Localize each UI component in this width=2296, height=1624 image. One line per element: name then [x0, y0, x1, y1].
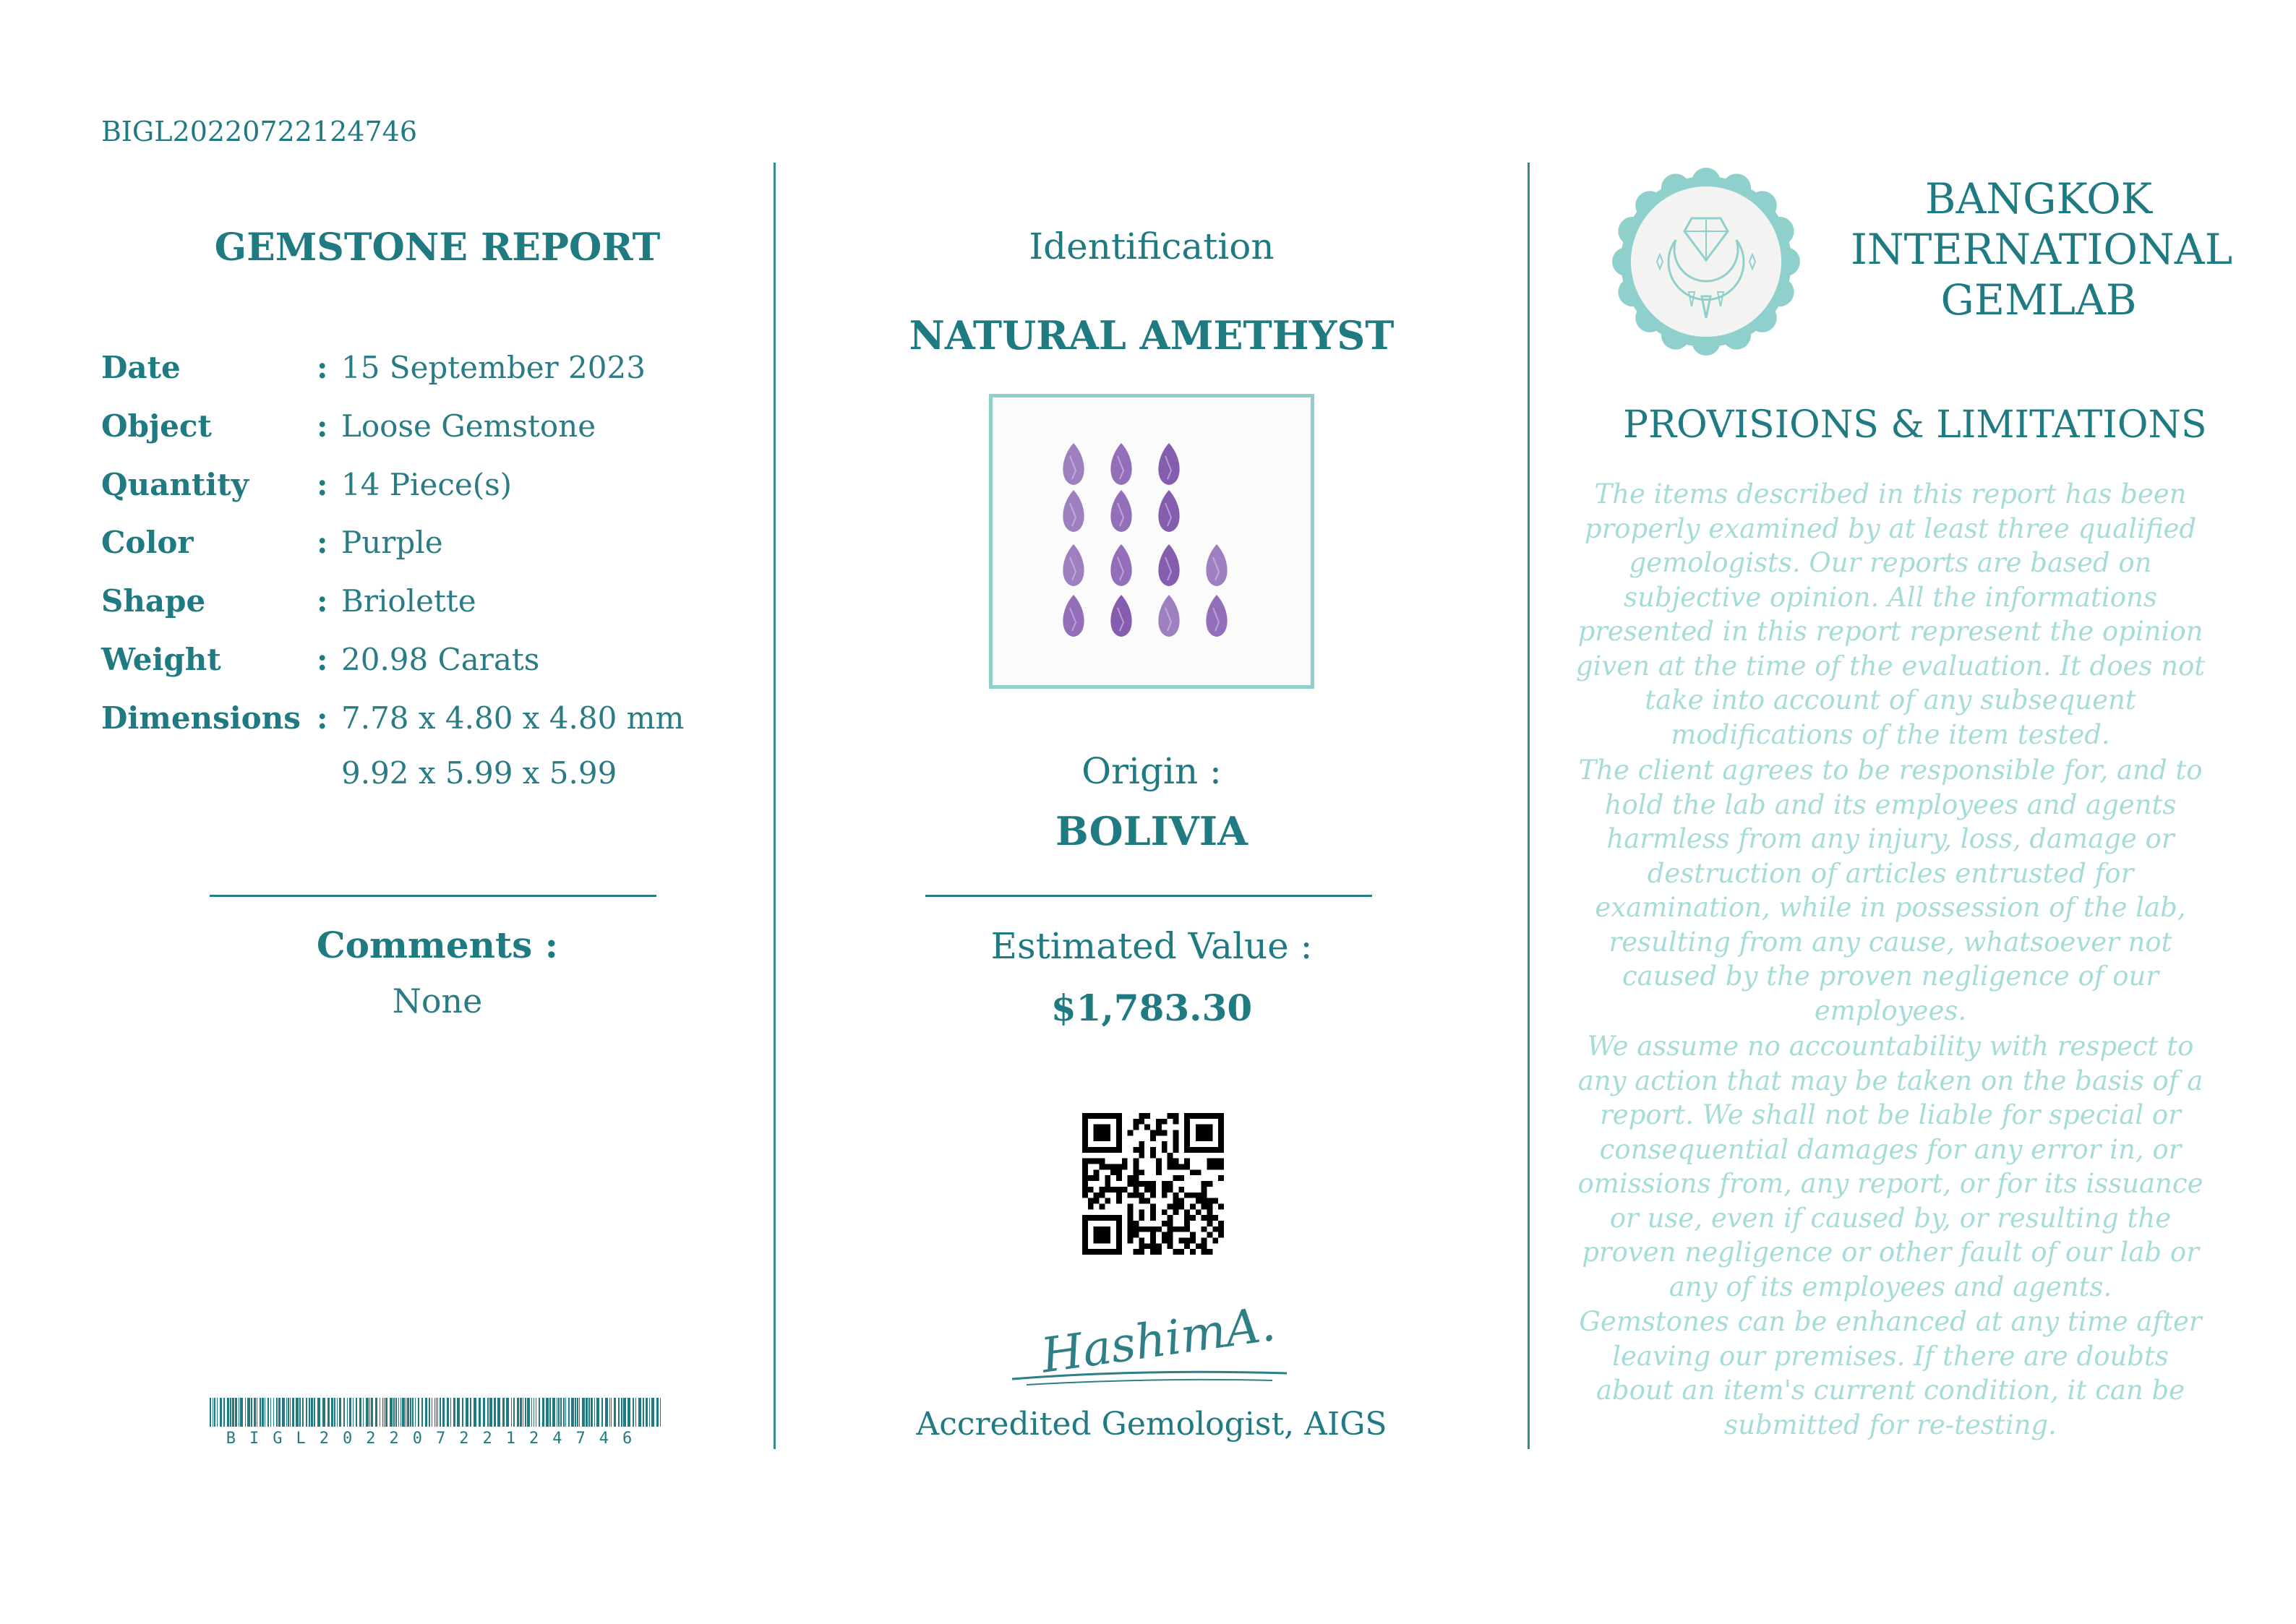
- provisions-paragraph: The client agrees to be responsible for, and to hold the lab and its employees and agents harmless from any injury, loss, damage or destruction of articles entrusted for examination, while in possession of the lab, resulting from any cause, whatsoever not caused by the proven negligence of our employees.: [1578, 755, 2203, 1026]
- detail-row-color: [101, 520, 443, 564]
- detail-value: Loose Gemstone: [341, 408, 596, 444]
- gemstone-image: [993, 398, 1311, 685]
- lab-name-line: INTERNATIONAL: [1851, 225, 2233, 274]
- origin-label: Origin :: [1081, 750, 1222, 792]
- lab-seal-logo: [1612, 168, 1800, 356]
- provisions-paragraph: We assume no accountability with respect to any action that may be taken on the basis of a report. We shall not be liable for special or consequential damages for any error in, or omissions from, any report, or for its issuance or use, even if caused by, or resulting the proven negligence or other fault of our lab or any of its employees and agents.: [1577, 1031, 2203, 1302]
- detail-separator: :: [317, 349, 328, 385]
- gemstone-photo: [989, 394, 1314, 689]
- detail-separator: :: [317, 466, 328, 502]
- detail-label: Dimensions: [101, 700, 301, 736]
- origin-value: BOLIVIA: [1055, 808, 1248, 854]
- detail-separator: :: [317, 700, 328, 736]
- detail-separator: :: [317, 524, 328, 560]
- report-title: GEMSTONE REPORT: [214, 225, 661, 270]
- detail-label: Quantity: [101, 466, 249, 502]
- detail-row-dimensions: [101, 696, 684, 739]
- estimated-value-label: Estimated Value :: [990, 925, 1313, 967]
- detail-value: Purple: [341, 524, 443, 560]
- lab-name-line: BANGKOK: [1924, 174, 2153, 223]
- estimated-value-amount: $1,783.30: [1050, 987, 1253, 1029]
- detail-value: 15 September 2023: [341, 349, 646, 385]
- detail-row-weight: [101, 637, 539, 681]
- report-number: BIGL20220722124746: [101, 116, 417, 147]
- species-name: NATURAL AMETHYST: [909, 312, 1395, 358]
- detail-label: Weight: [101, 641, 221, 677]
- identification-label: Identification: [1029, 225, 1275, 267]
- detail-value: 20.98 Carats: [341, 641, 540, 677]
- lab-name-line: GEMLAB: [1940, 275, 2137, 325]
- comments-value: None: [392, 981, 483, 1021]
- detail-value: 14 Piece(s): [341, 466, 513, 502]
- divider-rule: [925, 895, 1372, 897]
- dimensions-second-value: 9.92 x 5.99 x 5.99: [341, 755, 617, 791]
- detail-label: Shape: [101, 583, 206, 619]
- provisions-paragraph: Gemstones can be enhanced at any time after leaving our premises. If there are doubts about an item's current condition, it can be submitted for re-testing.: [1579, 1306, 2202, 1440]
- detail-separator: :: [317, 583, 328, 619]
- detail-row-date: [101, 345, 646, 389]
- detail-separator: :: [317, 408, 328, 444]
- signature-handwriting: HashimA.: [1037, 1295, 1279, 1384]
- detail-label: Object: [101, 408, 212, 444]
- comments-label: Comments :: [316, 924, 559, 966]
- detail-label: Color: [101, 524, 194, 560]
- provisions-title: PROVISIONS & LIMITATIONS: [1623, 403, 2207, 447]
- provisions-paragraph: The items described in this report has been properly examined by at least three qualified gemologists. Our reports are based on subjective opinion. All the informations presented in this report represent the opinion given at the time of the evaluation. It does not take into account of any subsequent modifications of the item tested.: [1575, 478, 2206, 750]
- lab-name: [1851, 173, 2233, 325]
- detail-value: Briolette: [341, 583, 476, 619]
- divider-rule: [210, 895, 656, 897]
- gemologist-signature: [998, 1294, 1301, 1395]
- detail-row-quantity: [101, 463, 512, 506]
- barcode: [210, 1398, 662, 1427]
- detail-separator: :: [317, 641, 328, 677]
- barcode-number: BIGL20220722124746: [226, 1430, 646, 1448]
- column-divider-right: [1528, 163, 1530, 1449]
- detail-row-shape: [101, 579, 476, 622]
- detail-label: Date: [101, 349, 181, 385]
- detail-row-object: [101, 404, 596, 447]
- detail-value: 7.78 x 4.80 x 4.80 mm: [341, 700, 685, 736]
- signer-title: Accredited Gemologist, AIGS: [916, 1406, 1387, 1443]
- qr-code: [1082, 1113, 1224, 1255]
